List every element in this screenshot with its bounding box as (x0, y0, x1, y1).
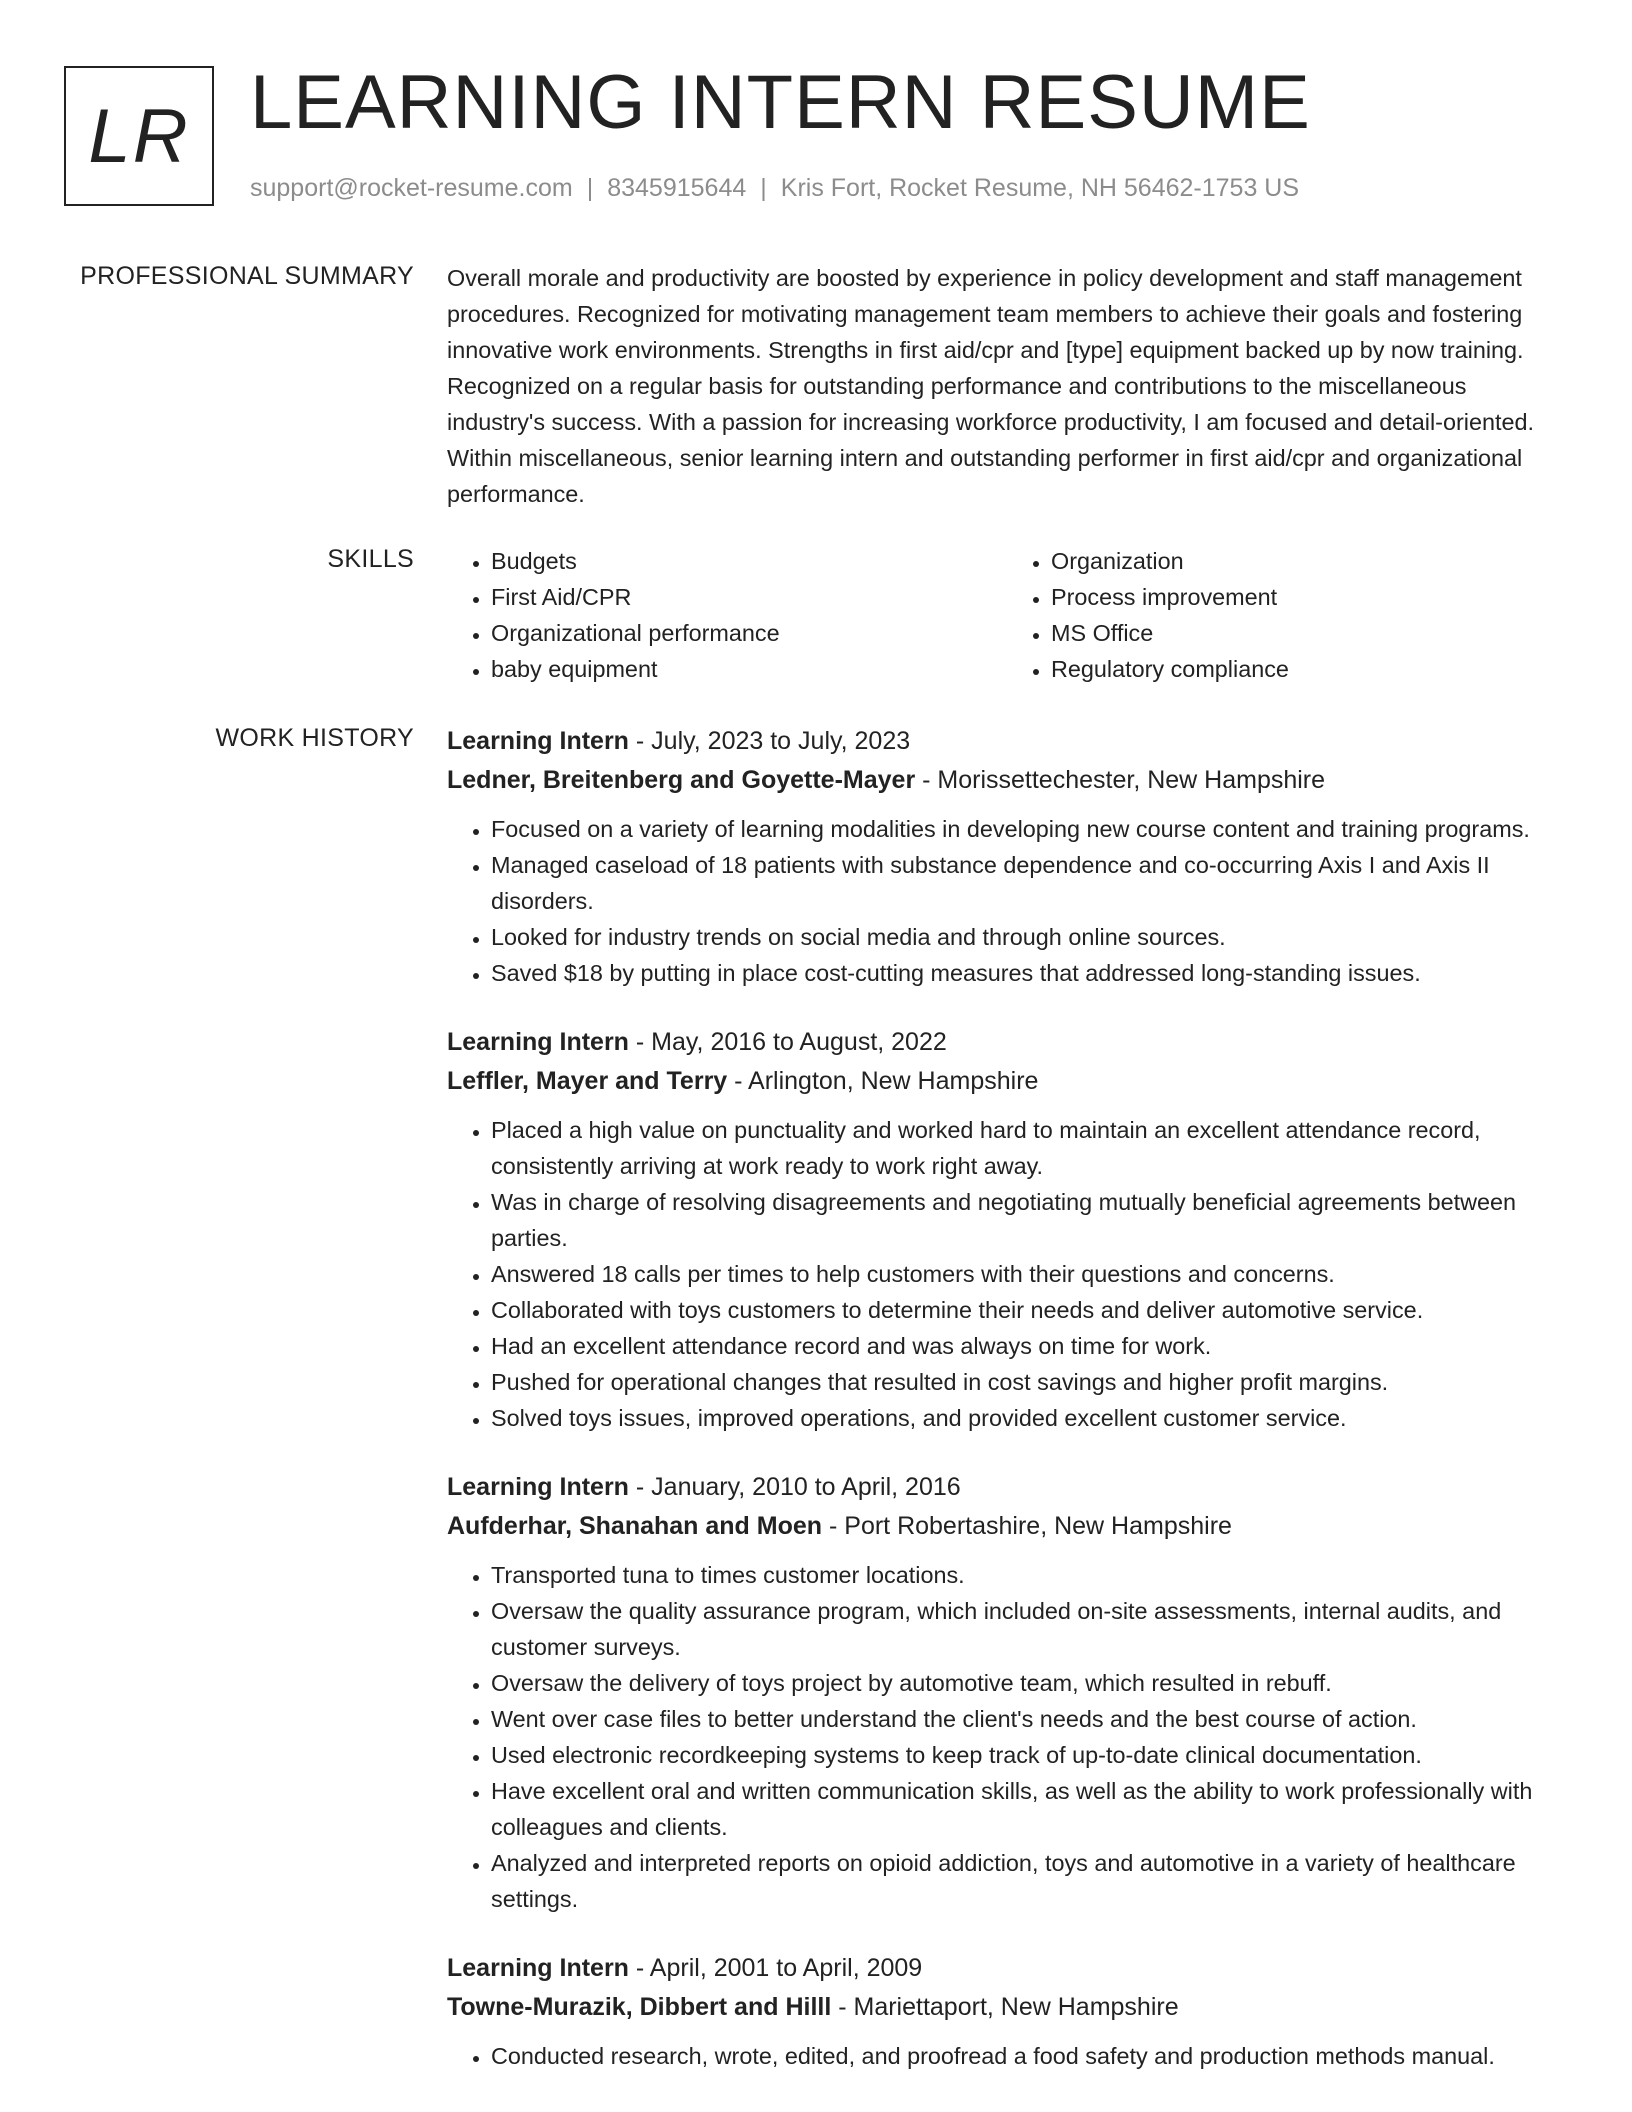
skill-item: • Process improvement (1051, 579, 1567, 615)
job-title-line (447, 1949, 1567, 1988)
job-bullet-list (447, 811, 1567, 991)
job-entry (447, 1949, 1567, 2074)
work-history-body (447, 722, 1567, 2106)
job-entry (447, 722, 1567, 991)
job-company-line (447, 761, 1567, 800)
job-company: Towne-Murazik, Dibbert and Hilll (447, 1993, 832, 2021)
job-bullet: • Managed caseload of 18 patients with substance dependence and co-occurring Axis I and Axis II disorders. (491, 847, 1567, 919)
contact-phone: 8345915644 (607, 174, 747, 202)
job-title: Learning Intern (447, 1473, 629, 1501)
job-bullet-list (447, 2038, 1567, 2074)
job-bullet: • Placed a high value on punctuality and worked hard to maintain an excellent attendance record, consistently arriving at work ready to work right away. (491, 1112, 1567, 1184)
skills-list-right (1007, 543, 1567, 687)
job-title: Learning Intern (447, 727, 629, 755)
job-bullet: • Analyzed and interpreted reports on opioid addiction, toys and automotive in a variety of healthcare settings. (491, 1845, 1567, 1917)
job-bullet: • Used electronic recordkeeping systems to keep track of up-to-date clinical documentation. (491, 1737, 1567, 1773)
work-history-heading: WORK HISTORY (215, 724, 414, 752)
job-company: Leffler, Mayer and Terry (447, 1067, 728, 1095)
skill-item: • Budgets (491, 543, 1007, 579)
job-bullet: • Solved toys issues, improved operations, and provided excellent customer service. (491, 1400, 1567, 1436)
job-bullet-list (447, 1112, 1567, 1436)
job-bullet: • Saved $18 by putting in place cost-cutting measures that addressed long-standing issues. (491, 955, 1567, 991)
job-company-line (447, 1988, 1567, 2027)
skills-heading: SKILLS (327, 545, 414, 573)
job-bullet: • Focused on a variety of learning modalities in developing new course content and training programs. (491, 811, 1567, 847)
job-bullet: • Oversaw the delivery of toys project by automotive team, which resulted in rebuff. (491, 1665, 1567, 1701)
job-location: - Morissettechester, New Hampshire (915, 766, 1326, 794)
skill-item: • Regulatory compliance (1051, 651, 1567, 687)
job-dates: - July, 2023 to July, 2023 (628, 727, 911, 755)
job-title-line (447, 1468, 1567, 1507)
job-title: Learning Intern (447, 1954, 629, 1982)
job-dates: - January, 2010 to April, 2016 (628, 1473, 961, 1501)
job-bullet: • Answered 18 calls per times to help customers with their questions and concerns. (491, 1256, 1567, 1292)
job-bullet-list (447, 1557, 1567, 1917)
job-bullet: • Conducted research, wrote, edited, and proofread a food safety and production methods manual. (491, 2038, 1567, 2074)
job-location: - Arlington, New Hampshire (727, 1067, 1039, 1095)
job-bullet: • Transported tuna to times customer locations. (491, 1557, 1567, 1593)
summary-text: Overall morale and productivity are boosted by experience in policy development and staff management procedures. Recognized for motivating management team members to achieve their goals and fostering innovative work environments. Strengths in first aid/cpr and [type] equipment backed up by now training. Recognized on a regular basis for outstanding performance and contributions to the miscellaneous industry's success. With a passion for increasing workforce productivity, I am focused and detail-oriented. Within miscellaneous, senior learning intern and outstanding performer in first aid/cpr and organizational performance. (447, 265, 1534, 507)
skills-grid (447, 543, 1567, 687)
job-location: - Mariettaport, New Hampshire (831, 1993, 1179, 2021)
skill-item: • First Aid/CPR (491, 579, 1007, 615)
job-entry (447, 1023, 1567, 1436)
contact-separator: | (760, 174, 767, 202)
skill-item: • Organization (1051, 543, 1567, 579)
job-company-line (447, 1507, 1567, 1546)
job-entry (447, 1468, 1567, 1917)
summary-body (447, 260, 1567, 512)
job-bullet: • Pushed for operational changes that resulted in cost savings and higher profit margins. (491, 1364, 1567, 1400)
job-company: Aufderhar, Shanahan and Moen (447, 1512, 823, 1540)
contact-address: Kris Fort, Rocket Resume, NH 56462-1753 US (780, 174, 1300, 202)
monogram-logo: LR (64, 66, 214, 206)
job-bullet: • Had an excellent attendance record and was always on time for work. (491, 1328, 1567, 1364)
job-location: - Port Robertashire, New Hampshire (822, 1512, 1232, 1540)
summary-heading: PROFESSIONAL SUMMARY (80, 262, 414, 290)
job-bullet: • Was in charge of resolving disagreements and negotiating mutually beneficial agreements between parties. (491, 1184, 1567, 1256)
resume-title: LEARNING INTERN RESUME (250, 60, 1311, 145)
job-bullet: • Have excellent oral and written communication skills, as well as the ability to work professionally with colleagues and clients. (491, 1773, 1567, 1845)
job-company-line (447, 1062, 1567, 1101)
job-dates: - April, 2001 to April, 2009 (628, 1954, 923, 1982)
contact-email: support@rocket-resume.com (250, 174, 573, 202)
skill-item: • Organizational performance (491, 615, 1007, 651)
job-title-line (447, 722, 1567, 761)
skills-list-left (447, 543, 1007, 687)
skills-body (447, 543, 1567, 687)
job-bullet: • Collaborated with toys customers to determine their needs and deliver automotive service. (491, 1292, 1567, 1328)
job-bullet: • Oversaw the quality assurance program, which included on-site assessments, internal audits, and customer surveys. (491, 1593, 1567, 1665)
job-dates: - May, 2016 to August, 2022 (628, 1028, 947, 1056)
job-bullet: • Looked for industry trends on social media and through online sources. (491, 919, 1567, 955)
skill-item: • MS Office (1051, 615, 1567, 651)
job-title: Learning Intern (447, 1028, 629, 1056)
skill-item: • baby equipment (491, 651, 1007, 687)
contact-separator: | (586, 174, 594, 202)
job-company: Ledner, Breitenberg and Goyette-Mayer (447, 766, 916, 794)
job-title-line (447, 1023, 1567, 1062)
job-bullet: • Went over case files to better understand the client's needs and the best course of action. (491, 1701, 1567, 1737)
contact-line (250, 174, 1299, 203)
